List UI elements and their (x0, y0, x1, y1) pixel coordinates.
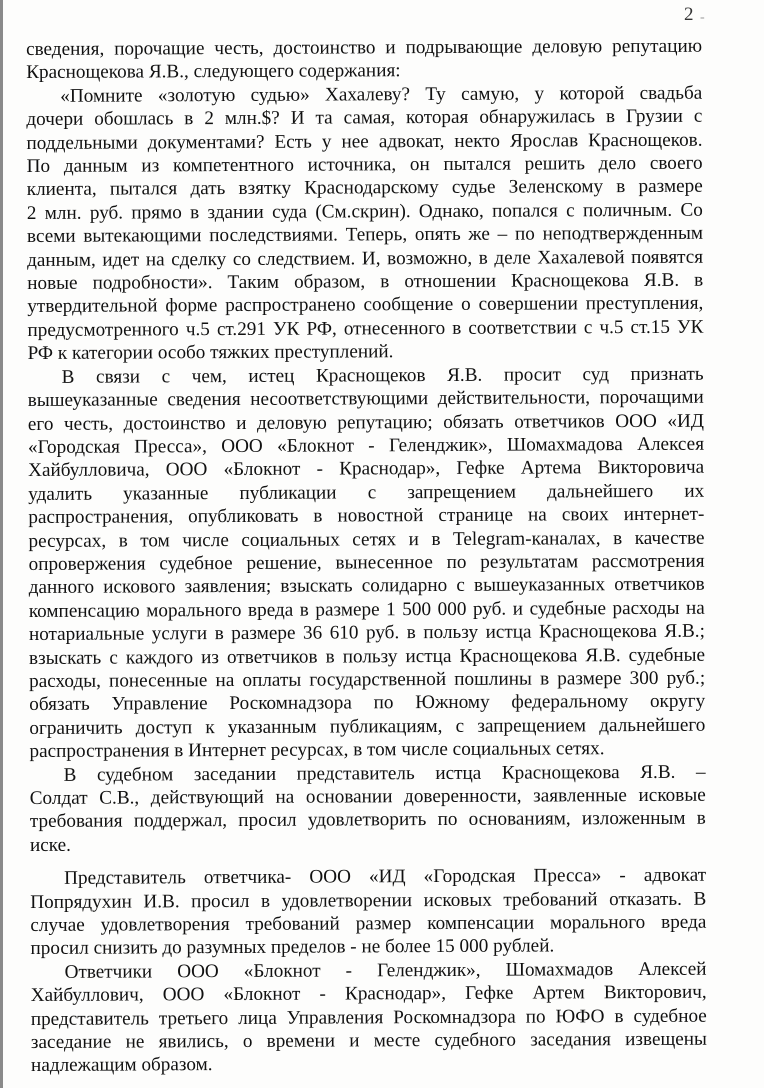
page-mark: - (700, 10, 705, 25)
document-body (26, 35, 707, 1078)
text-line: «Помните «золотую судью» Хахалеву? Ту самую, у которой свадьба (60, 82, 703, 107)
text-line: распространения в Интернет ресурсах, в том числе социальных сетях. (29, 738, 605, 763)
text-line: всеми вытекающими последствиями. Теперь, опять же – по неподтвержденным (26, 222, 704, 248)
page-number: 2 (684, 4, 694, 25)
text-line: распространения, опубликовать в новостной странице на своих интернет- (28, 503, 705, 529)
text-line: взыскать с каждого из ответчиков в пользу истца Краснощекова Я.В. судебные (28, 644, 706, 669)
text-line: Попрядухин И.В. просил в удовлетворении исковых требований отказать. В (30, 888, 707, 913)
text-line: Краснощекова Я.В., следующего содержания: (26, 60, 401, 84)
text-line: «Городская Пресса», ООО «Блокнот - Геленджик», Шомахмадова Алексея (27, 433, 705, 458)
text-line: Представитель ответчика- ООО «ИД «Городская Пресса» - адвокат (64, 864, 707, 890)
text-line: Хайбулловича, ООО «Блокнот - Краснодар», Гефке Артема Викторовича (28, 457, 705, 482)
text-line: клиента, пытался дать взятку Краснодарскому судье Зеленскому в размере (26, 176, 703, 201)
text-line: В связи с чем, истец Краснощеков Я.В. просит суд признать (61, 363, 704, 388)
text-line: данным, идет на сделку со следствием. И, возможно, в деле Хахалевой появятся (27, 246, 704, 271)
text-line: требования поддержал, просил удовлетворить по основаниям, изложенным в (29, 808, 706, 833)
text-line: предусмотренного ч.5 ст.291 УК РФ, отнесенного в соответствии с ч.5 ст.15 УК (27, 316, 704, 341)
scan-edge (0, 0, 3, 1088)
text-line: просил снизить до разумных пределов - не более 15 000 рублей. (30, 935, 555, 960)
text-line: случае удовлетворения требований размер компенсации морального вреда (30, 911, 707, 937)
text-line: В судебном заседании представитель истца Краснощекова Я.В. – (63, 761, 706, 786)
text-line: 2 млн. руб. прямо в здании суда (См.скрин). Однако, попался с поличным. Со (26, 199, 703, 224)
text-line: Ответчики ООО «Блокнот - Геленджик», Шомахмадов Алексей (64, 958, 707, 983)
text-line: ограничить доступ к указанным публикациям, с запрещением дальнейшего (29, 714, 706, 739)
text-line: опровержения судебное решение, вынесенное по результатам рассмотрения (28, 550, 705, 575)
text-line: иске. (29, 834, 71, 856)
text-line: РФ к категории особо тяжких преступлений. (27, 341, 394, 365)
text-line: данного искового заявления; взыскать солидарно с вышеуказанных ответчиков (28, 574, 705, 599)
text-line: обязать Управление Роскомнадзора по Южному федеральному округу (29, 691, 706, 716)
text-line: его честь, достоинство и деловую репутацию; обязать ответчиков ООО «ИД (27, 410, 704, 435)
text-line: дочери обошлась в 2 млн.$? И та самая, которая обнаружилась в Грузии с (26, 105, 703, 131)
text-line: компенсацию морального вреда в размере 1 500 000 руб. и судебные расходы на (28, 597, 705, 622)
text-line: сведения, порочащие честь, достоинство и подрывающие деловую репутацию (26, 35, 703, 60)
text-line: надлежащим образом. (30, 1054, 213, 1077)
text-line: заседание не явились, о времени и месте судебного заседания извещены (30, 1028, 707, 1054)
text-line: Хайбуллович, ООО «Блокнот - Краснодар», Гефке Артем Викторович, (30, 981, 707, 1007)
text-line: поддельными документами? Есть у нее адвокат, некто Ярослав Краснощеков. (26, 129, 703, 154)
text-line: представитель третьего лица Управления Роскомнадзора по ЮФО в судебное (30, 1005, 707, 1030)
text-line: расходы, понесенные на оплаты государственной пошлины в размере 300 руб.; (29, 667, 706, 692)
text-line: утвердительной форме распространено сообщение о совершении преступления, (27, 293, 704, 318)
text-line: По данным из компетентного источника, он пытался решить дело своего (26, 152, 703, 178)
text-line: Солдат С.В., действующий на основании доверенности, заявленные исковые (29, 784, 706, 809)
text-line: новые подробности». Таким образом, в отношении Краснощекова Я.В. в (27, 269, 704, 295)
text-line: вышеуказанные сведения несоответствующими действительности, порочащими (27, 386, 704, 412)
text-line: удалить указанные публикации с запрещением дальнейшего их (28, 480, 705, 505)
text-line: нотариальные услуги в размере 36 610 руб. в пользу истца Краснощекова Я.В.; (28, 620, 705, 646)
text-line: ресурсах, в том числе социальных сетях и в Telegram-каналах, в качестве (28, 527, 705, 552)
